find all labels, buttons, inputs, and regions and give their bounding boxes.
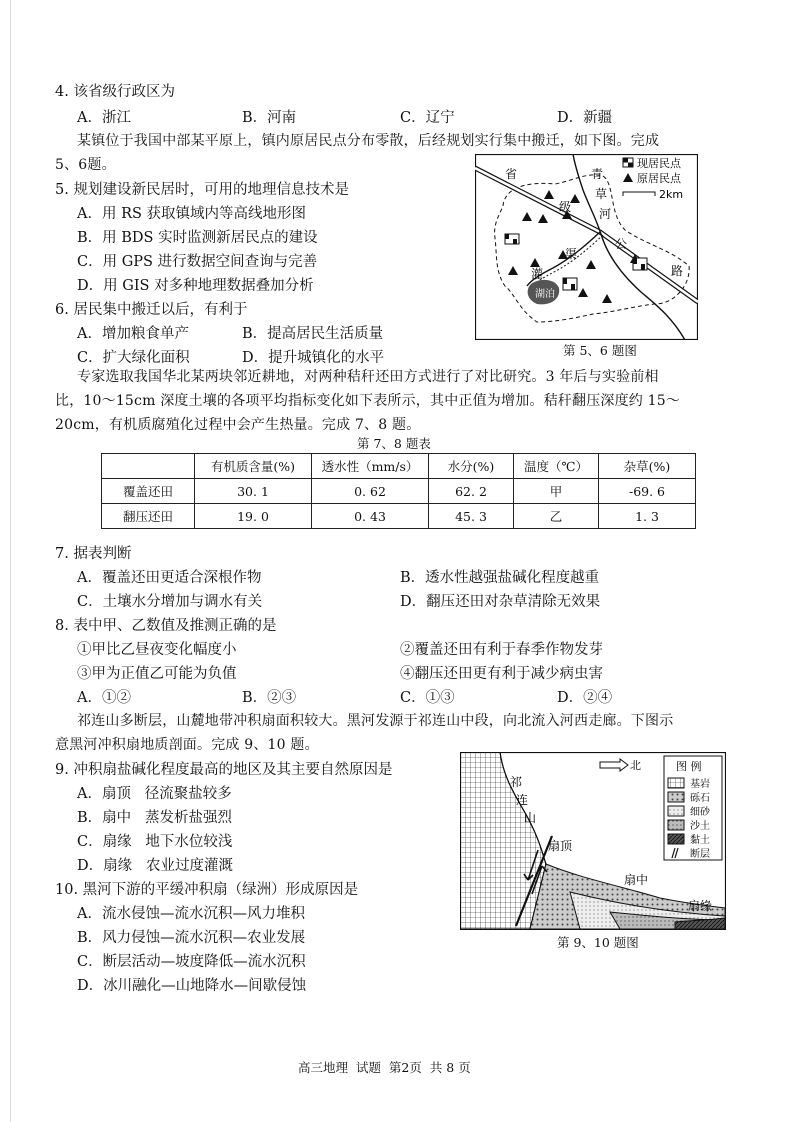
q8-statement-3: ③甲为正值乙可能为负值 (77, 666, 237, 682)
intro56-line2: 5、6题。 (55, 157, 116, 173)
q7-option-a[interactable]: A．覆盖还田更适合深根作物 (77, 570, 262, 586)
soil-index-table (101, 453, 696, 529)
q5-option-b[interactable]: B．用 BDS 实时监测新居民点的建设 (77, 230, 318, 246)
scale-label: 2km (659, 188, 684, 201)
table-cell: 1. 3 (599, 504, 696, 529)
table-header: 温度（℃） (514, 454, 599, 479)
table-header: 水分(%) (429, 454, 514, 479)
table-cell: 翻压还田 (102, 504, 195, 529)
table-row (102, 479, 696, 504)
legend-gravel: 砾石 (690, 793, 710, 804)
q9-option-d[interactable]: D．扇缘 农业过度灌溉 (77, 858, 233, 874)
table-cell: -69. 6 (599, 479, 696, 504)
q10-option-d[interactable]: D．冰川融化—山地降水—间歇侵蚀 (77, 978, 307, 994)
q6-option-d[interactable]: D．提升城镇化的水平 (242, 350, 385, 366)
table-cell: 覆盖还田 (102, 479, 195, 504)
q10-option-b[interactable]: B．风力侵蚀—流水沉积—农业发展 (77, 930, 306, 946)
table-cell: 0. 62 (312, 479, 429, 504)
legend-fine-sand: 细砂 (690, 807, 710, 818)
q7-option-d[interactable]: D．翻压还田对杂草清除无效果 (400, 594, 601, 610)
table-cell: 62. 2 (429, 479, 514, 504)
page-footer: 高三地理 试题 第2页 共 8 页 (298, 1060, 471, 1075)
q9-option-b[interactable]: B．扇中 蒸发析盐强烈 (77, 810, 232, 826)
table-header-row (102, 454, 696, 479)
q4-option-d[interactable]: D．新疆 (557, 110, 613, 126)
table-header: 杂草(%) (599, 454, 696, 479)
alluvial-fan-profile (460, 752, 726, 930)
q6-option-c[interactable]: C．扩大绿化面积 (77, 350, 190, 366)
label-qing: 青 (591, 167, 604, 181)
q9-stem: 9. 冲积扇盐碱化程度最高的地区及其主要自然原因是 (55, 762, 393, 778)
intro78-line1: 专家选取我国华北某两块邻近耕地，对两种秸秆还田方式进行了对比研究。3 年后与实验前相 (77, 369, 659, 385)
q8-option-b[interactable]: B．②③ (242, 690, 297, 706)
q8-option-c[interactable]: C．①③ (400, 690, 455, 706)
q6-stem: 6. 居民集中搬迁以后，有利于 (55, 302, 248, 318)
label-gong: 公 (615, 237, 628, 251)
q10-option-a[interactable]: A．流水侵蚀—流水沉积—风力堆积 (77, 906, 305, 922)
label-fan-edge: 扇缘 (688, 899, 713, 913)
label-he: 河 (599, 207, 612, 221)
table-cell: 0. 43 (312, 504, 429, 529)
legend-clay: 黏土 (690, 835, 710, 846)
q8-statement-4: ④翻压还田更有利于减少病虫害 (400, 666, 603, 682)
label-shan: 山 (524, 811, 537, 825)
q6-option-a[interactable]: A．增加粮食单产 (77, 326, 189, 342)
q7-option-c[interactable]: C．土壤水分增加与调水有关 (77, 594, 263, 610)
label-cao: 草 (595, 187, 608, 201)
table-header: 透水性（mm/s） (312, 454, 429, 479)
label-ji: 级 (559, 200, 572, 214)
q8-stem: 8. 表中甲、乙数值及推测正确的是 (55, 618, 277, 634)
map56-caption: 第 5、6 题图 (563, 343, 637, 358)
q4-option-a[interactable]: A．浙江 (77, 110, 131, 126)
legend-current: 现居民点 (637, 157, 681, 170)
legend-original: 原居民点 (637, 172, 681, 185)
label-guan: 灌 (531, 267, 544, 281)
north-label: 北 (630, 759, 641, 772)
q10-option-c[interactable]: C．断层活动—坡度降低—流水沉积 (77, 954, 306, 970)
settlement-map (475, 154, 698, 340)
table78-caption: 第 7、8 题表 (357, 436, 431, 451)
intro78-line2: 比，10～15cm 深度土壤的各项平均指标变化如下表所示，其中正值为增加。秸秆翻压深度约 15～ (55, 393, 681, 409)
intro56-line1: 某镇位于我国中部某平原上，镇内原居民点分布零散，后经规划实行集中搬迁，如下图。完成 (77, 133, 660, 149)
legend-bedrock: 基岩 (690, 779, 710, 790)
q7-stem: 7. 据表判断 (55, 546, 132, 562)
q10-stem: 10. 黑河下游的平缓冲积扇（绿洲）形成原因是 (55, 882, 359, 898)
q4-stem: 4. 该省级行政区为 (55, 84, 175, 100)
page-edge-line (10, 0, 11, 1122)
intro910-line2: 意黑河冲积扇地质剖面。完成 9、10 题。 (55, 737, 319, 753)
table-cell: 甲 (514, 479, 599, 504)
q8-statement-2: ②覆盖还田有利于春季作物发芽 (400, 642, 603, 658)
table-cell: 30. 1 (195, 479, 312, 504)
table-cell: 乙 (514, 504, 599, 529)
q5-option-d[interactable]: D．用 GIS 对多种地理数据叠加分析 (77, 278, 314, 294)
label-fan-middle: 扇中 (624, 873, 649, 887)
label-qi: 祁 (510, 775, 523, 789)
lake-label: 湖泊 (535, 289, 555, 300)
q8-option-a[interactable]: A．①② (77, 690, 131, 706)
table-cell: 45. 3 (429, 504, 514, 529)
legend-title: 图 例 (676, 760, 702, 773)
q4-option-c[interactable]: C．辽宁 (400, 110, 455, 126)
table-row (102, 504, 696, 529)
q5-stem: 5. 规划建设新民居时，可用的地理信息技术是 (55, 182, 349, 198)
legend-fault: 断层 (690, 849, 710, 860)
label-sheng: 省 (505, 167, 518, 181)
table-header: 有机质含量(%) (195, 454, 312, 479)
profile910-caption: 第 9、10 题图 (557, 935, 639, 950)
legend-sandy-soil: 沙土 (690, 821, 710, 832)
label-lian: 连 (516, 793, 529, 807)
q8-option-d[interactable]: D．②④ (557, 690, 613, 706)
q9-option-a[interactable]: A．扇顶 径流聚盐较多 (77, 786, 232, 802)
q4-option-b[interactable]: B．河南 (242, 110, 297, 126)
q7-option-b[interactable]: B．透水性越强盐碱化程度越重 (400, 570, 600, 586)
intro78-line3: 20cm，有机质腐殖化过程中会产生热量。完成 7、8 题。 (55, 417, 421, 433)
table-cell: 19. 0 (195, 504, 312, 529)
q5-option-a[interactable]: A．用 RS 获取镇域内等高线地形图 (77, 206, 307, 222)
q6-option-b[interactable]: B．提高居民生活质量 (242, 326, 384, 342)
label-qu: 渠 (565, 247, 578, 261)
label-fan-top: 扇顶 (548, 839, 573, 853)
q5-option-c[interactable]: C．用 GPS 进行数据空间查询与完善 (77, 254, 318, 270)
intro910-line1: 祁连山多断层，山麓地带冲积扇面积较大。黑河发源于祁连山中段，向北流入河西走廊。下图示 (77, 713, 674, 729)
q8-statement-1: ①甲比乙昼夜变化幅度小 (77, 642, 237, 658)
q9-option-c[interactable]: C．扇缘 地下水位较浅 (77, 834, 233, 850)
label-lu: 路 (671, 264, 684, 278)
table-header (102, 454, 195, 479)
